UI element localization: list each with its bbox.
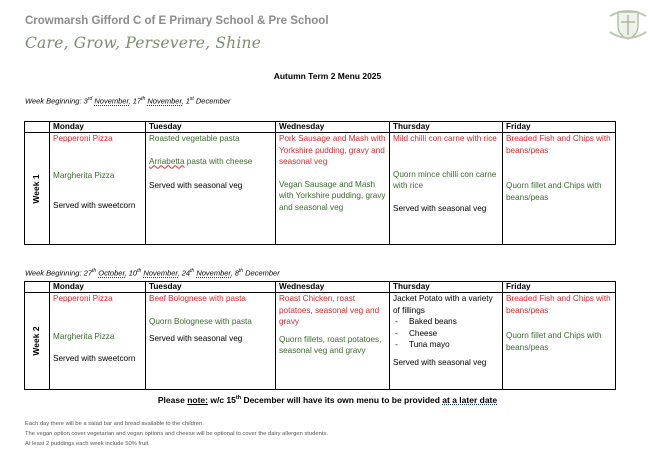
day-header: Friday: [503, 122, 616, 133]
vegetarian-option: Quorn fillet and Chips with beans/peas: [506, 331, 602, 352]
side-dish: Served with sweetcorn: [53, 354, 136, 364]
week-label-header: [25, 122, 50, 133]
day-header: Friday: [503, 282, 616, 293]
footer-line: At least 2 puddings each week include 50% fruit.: [25, 441, 150, 447]
monday-cell: [50, 293, 146, 390]
vegetarian-option: Quorn fillets, roast potatoes, seasonal veg and gravy: [279, 334, 382, 356]
jacket-potato-option: Jacket Potato with a variety of fillings: [393, 294, 493, 315]
tuesday-cell: [146, 133, 276, 245]
school-crest-logo: [604, 2, 652, 44]
meat-option: Breaded Fish and Chips with beans/peas: [506, 294, 611, 315]
week2-menu-table: [24, 281, 616, 390]
side-dish: Served with seasonal veg: [149, 181, 243, 191]
table-row: [25, 133, 616, 245]
side-dish: Served with seasonal veg: [149, 334, 243, 344]
list-item: - Tuna mayo: [409, 339, 499, 351]
list-item: - Cheese: [409, 328, 499, 340]
meat-option: Roasted vegetable pasta: [149, 134, 240, 143]
wednesday-cell: [276, 133, 390, 245]
friday-cell: [503, 133, 616, 245]
day-header: Monday: [50, 122, 146, 133]
week1-beginning: Week Beginning: 3rd November, 17th November, 1st December: [25, 96, 231, 106]
monday-cell: [50, 133, 146, 245]
school-name: Crowmarsh Gifford C of E Primary School & Pre School: [25, 15, 329, 27]
vegetarian-option: Vegan Sausage and Mash with Yorkshire pudding, gravy and seasonal veg: [279, 179, 386, 212]
meat-option: Mild chilli con carne with rice: [393, 134, 497, 143]
day-header: Wednesday: [276, 282, 390, 293]
week-label: Week 2: [25, 293, 50, 390]
day-header: Thursday: [390, 122, 503, 133]
table-header-row: [25, 122, 616, 133]
week-label: Week 1: [25, 133, 50, 245]
footer-line: Each day there will be a salad bar and bread available to the children.: [25, 421, 204, 427]
vegetarian-option: Margherita Pizza: [53, 331, 115, 341]
week1-menu-table: [24, 121, 616, 245]
vegetarian-option: Quorn fillet and Chips with beans/peas: [506, 181, 602, 202]
week-label-header: [25, 282, 50, 293]
menu-title: Autumn Term 2 Menu 2025: [273, 71, 382, 81]
vegetarian-option: Quorn Bolognese with pasta: [149, 316, 252, 326]
meat-option: Pepperoni Pizza: [53, 134, 113, 143]
tuesday-cell: [146, 293, 276, 390]
table-header-row: [25, 282, 616, 293]
thursday-cell: [390, 133, 503, 245]
day-header: Tuesday: [146, 122, 276, 133]
day-header: Thursday: [390, 282, 503, 293]
vegetarian-option: Quorn mince chilli con carne with rice: [393, 169, 497, 191]
side-dish: Served with sweetcorn: [53, 201, 136, 211]
school-motto: Care, Grow, Persevere, Shine: [25, 34, 262, 52]
friday-cell: [503, 293, 616, 390]
week2-beginning: Week Beginning: 27th October, 10th November, 24th November, 8th December: [25, 268, 280, 278]
day-header: Monday: [50, 282, 146, 293]
fillings-list: [393, 316, 499, 351]
meat-option: Pepperoni Pizza: [53, 294, 113, 303]
meat-option: Breaded Fish and Chips with beans/peas: [506, 134, 611, 155]
side-dish: Served with seasonal veg: [393, 203, 487, 213]
wednesday-cell: [276, 293, 390, 390]
meat-option: Beef Bolognese with pasta: [149, 294, 246, 303]
day-header: Tuesday: [146, 282, 276, 293]
vegetarian-option: Margherita Pizza: [53, 170, 115, 180]
meat-option: Pork Sausage and Mash with Yorkshire pudding, gravy and seasonal veg: [279, 134, 386, 167]
meat-option: Roast Chicken, roast potatoes, seasonal veg and gravy: [279, 294, 380, 327]
footer-line: The vegan option cover vegetarian and vegan options and cheese will be optional to cover the dairy allergen students.: [25, 431, 328, 437]
table-row: [25, 293, 616, 390]
thursday-cell: [390, 293, 503, 390]
side-dish: Served with seasonal veg: [393, 357, 487, 367]
list-item: - Baked beans: [409, 316, 499, 328]
day-header: Wednesday: [276, 122, 390, 133]
vegetarian-option: Arriabetta pasta with cheese: [149, 156, 253, 166]
december-note: Please note: w/c 15th December will have its own menu to be provided at a later date: [157, 395, 498, 405]
